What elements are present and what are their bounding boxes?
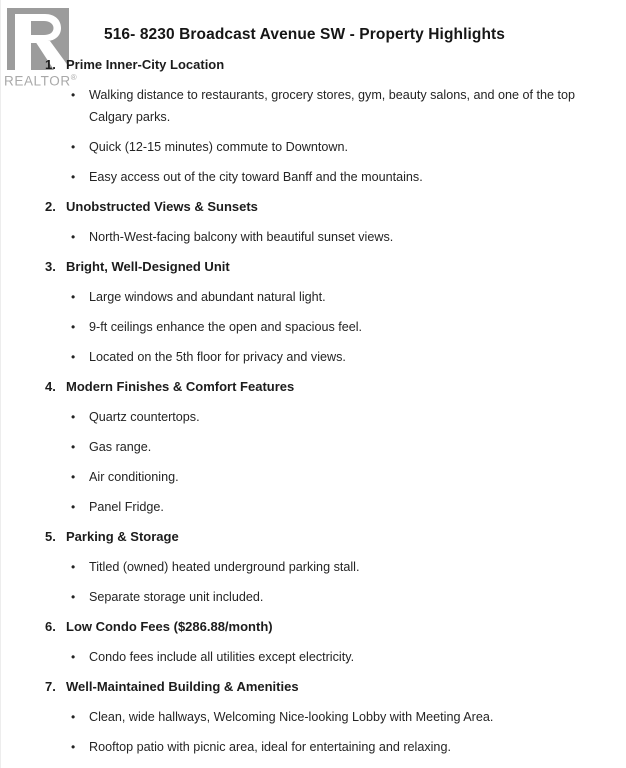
bullet-item bbox=[71, 226, 586, 248]
bullet-item bbox=[71, 84, 586, 128]
section-number: 6. bbox=[45, 619, 56, 634]
section-title: Well-Maintained Building & Amenities bbox=[66, 679, 299, 694]
bullet-item bbox=[71, 556, 586, 578]
bullet-text: Located on the 5th floor for privacy and views. bbox=[89, 350, 346, 364]
section-title: Modern Finishes & Comfort Features bbox=[66, 379, 295, 394]
bullet-item bbox=[71, 646, 586, 668]
section-number: 7. bbox=[45, 679, 56, 694]
section-number: 4. bbox=[45, 379, 56, 394]
bullet-icon: • bbox=[71, 500, 76, 514]
bullet-text: Rooftop patio with picnic area, ideal for entertaining and relaxing. bbox=[89, 740, 451, 754]
section-title: Parking & Storage bbox=[66, 529, 179, 544]
bullet-text: Separate storage unit included. bbox=[89, 590, 264, 604]
bullet-icon: • bbox=[71, 230, 76, 244]
bullet-item bbox=[71, 736, 586, 758]
section-number: 2. bbox=[45, 199, 56, 214]
bullet-text: 9-ft ceilings enhance the open and spacious feel. bbox=[89, 320, 363, 334]
bullet-item bbox=[71, 496, 586, 518]
bullet-text: Walking distance to restaurants, grocery stores, gym, beauty salons, and one of the top Calgary parks. bbox=[89, 88, 576, 124]
bullet-icon: • bbox=[71, 440, 76, 454]
bullet-icon: • bbox=[71, 650, 76, 664]
section-title: Low Condo Fees ($286.88/month) bbox=[66, 619, 273, 634]
bullet-icon: • bbox=[71, 740, 76, 754]
bullet-icon: • bbox=[71, 590, 76, 604]
bullet-text: Clean, wide hallways, Welcoming Nice-looking Lobby with Meeting Area. bbox=[89, 710, 494, 724]
bullet-text: Quartz countertops. bbox=[89, 410, 200, 424]
bullet-icon: • bbox=[71, 88, 76, 102]
page-title: 516- 8230 Broadcast Avenue SW - Property Highlights bbox=[103, 26, 506, 43]
bullet-text: Air conditioning. bbox=[89, 470, 179, 484]
bullet-text: Large windows and abundant natural light. bbox=[89, 290, 326, 304]
section-title: Bright, Well-Designed Unit bbox=[66, 259, 230, 274]
bullet-text: Quick (12-15 minutes) commute to Downtown. bbox=[89, 140, 348, 154]
section-title: Unobstructed Views & Sunsets bbox=[66, 199, 258, 214]
section-number: 5. bbox=[45, 529, 56, 544]
registered-trademark-symbol: ® bbox=[70, 73, 77, 82]
bullet-item bbox=[71, 136, 586, 158]
section-heading bbox=[45, 676, 590, 698]
bullet-item bbox=[71, 586, 586, 608]
section-number: 3. bbox=[45, 259, 56, 274]
bullet-item bbox=[71, 466, 586, 488]
bullet-item bbox=[71, 406, 586, 428]
bullet-text: Gas range. bbox=[89, 440, 152, 454]
bullet-icon: • bbox=[71, 560, 76, 574]
bullet-icon: • bbox=[71, 320, 76, 334]
section-heading bbox=[45, 526, 590, 548]
bullet-text: North-West-facing balcony with beautiful sunset views. bbox=[89, 230, 394, 244]
bullet-text: Titled (owned) heated underground parking stall. bbox=[89, 560, 360, 574]
realtor-logo-text: REALTOR bbox=[4, 73, 71, 89]
bullet-item bbox=[71, 706, 586, 728]
bullet-icon: • bbox=[71, 140, 76, 154]
bullet-icon: • bbox=[71, 290, 76, 304]
bullet-icon: • bbox=[71, 710, 76, 724]
bullet-text: Easy access out of the city toward Banff and the mountains. bbox=[89, 170, 423, 184]
bullet-item bbox=[71, 316, 586, 338]
bullet-item bbox=[71, 436, 586, 458]
bullet-icon: • bbox=[71, 170, 76, 184]
section-heading bbox=[45, 54, 590, 76]
section-heading bbox=[45, 196, 590, 218]
bullet-icon: • bbox=[71, 410, 76, 424]
bullet-text: Panel Fridge. bbox=[89, 500, 164, 514]
bullet-item bbox=[71, 346, 586, 368]
section-heading bbox=[45, 376, 590, 398]
section-number: 1. bbox=[45, 57, 56, 72]
section-title: Prime Inner-City Location bbox=[66, 57, 225, 72]
bullet-item bbox=[71, 166, 586, 188]
section-heading bbox=[45, 616, 590, 638]
bullet-icon: • bbox=[71, 470, 76, 484]
bullet-item bbox=[71, 286, 586, 308]
document-content bbox=[1, 24, 626, 758]
section-heading bbox=[45, 256, 590, 278]
bullet-text: Condo fees include all utilities except electricity. bbox=[89, 650, 355, 664]
bullet-icon: • bbox=[71, 350, 76, 364]
